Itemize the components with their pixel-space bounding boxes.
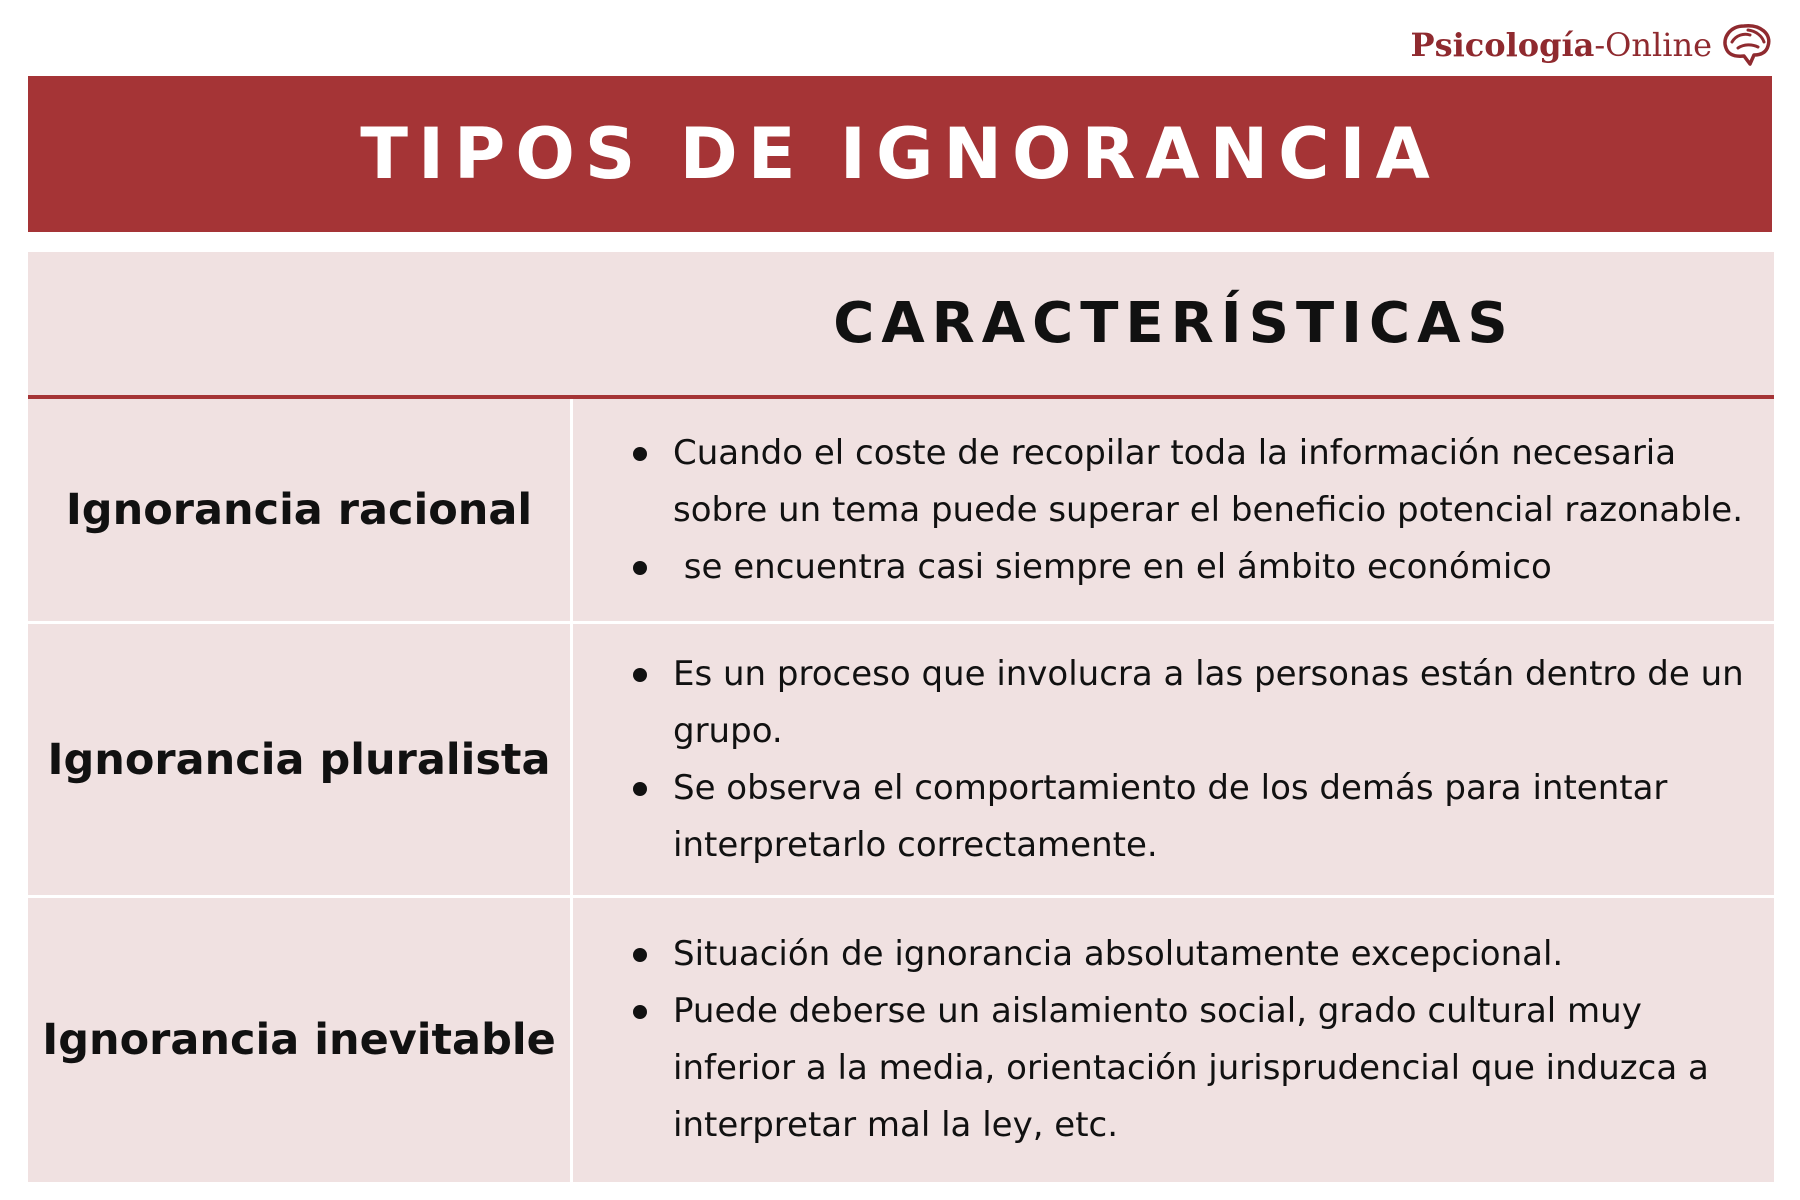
table-header <box>28 252 1774 399</box>
bullet-item: Se observa el comportamiento de los demás para intentar interpretarlo correctamente. <box>633 760 1744 874</box>
row-description <box>573 624 1774 895</box>
brand-name-bold: Psicología <box>1410 26 1595 64</box>
title-banner <box>28 76 1772 232</box>
table-row <box>28 621 1774 895</box>
bullet-item: Situación de ignorancia absolutamente excepcional. <box>633 926 1744 983</box>
ignorance-types-table <box>28 252 1774 1182</box>
bullet-list <box>633 926 1744 1154</box>
bullet-item: Cuando el coste de recopilar toda la información necesaria sobre un tema puede superar el beneficio potencial razonable. <box>633 425 1744 539</box>
row-name: Ignorancia pluralista <box>28 624 573 895</box>
bullet-item: se encuentra casi siempre en el ámbito económico <box>633 539 1744 596</box>
table-row <box>28 399 1774 621</box>
row-name: Ignorancia inevitable <box>28 898 573 1182</box>
table-row <box>28 895 1774 1182</box>
page-title: TIPOS DE IGNORANCIA <box>360 113 1440 195</box>
bullet-list <box>633 646 1744 874</box>
row-description <box>573 399 1774 621</box>
bullet-item: Puede deberse un aislamiento social, grado cultural muy inferior a la media, orientación jurisprudencial que induzca a interpretar mal la ley, etc. <box>633 983 1744 1154</box>
brand-name-regular: -Online <box>1594 26 1712 64</box>
column-header-caracteristicas: CARACTERÍSTICAS <box>833 291 1515 356</box>
row-description <box>573 898 1774 1182</box>
brand-logo-text <box>1411 26 1713 64</box>
bullet-list <box>633 425 1744 596</box>
bullet-item: Es un proceso que involucra a las personas están dentro de un grupo. <box>633 646 1744 760</box>
brain-icon <box>1718 20 1776 70</box>
row-name: Ignorancia racional <box>28 399 573 621</box>
brand-logo <box>1411 20 1777 70</box>
